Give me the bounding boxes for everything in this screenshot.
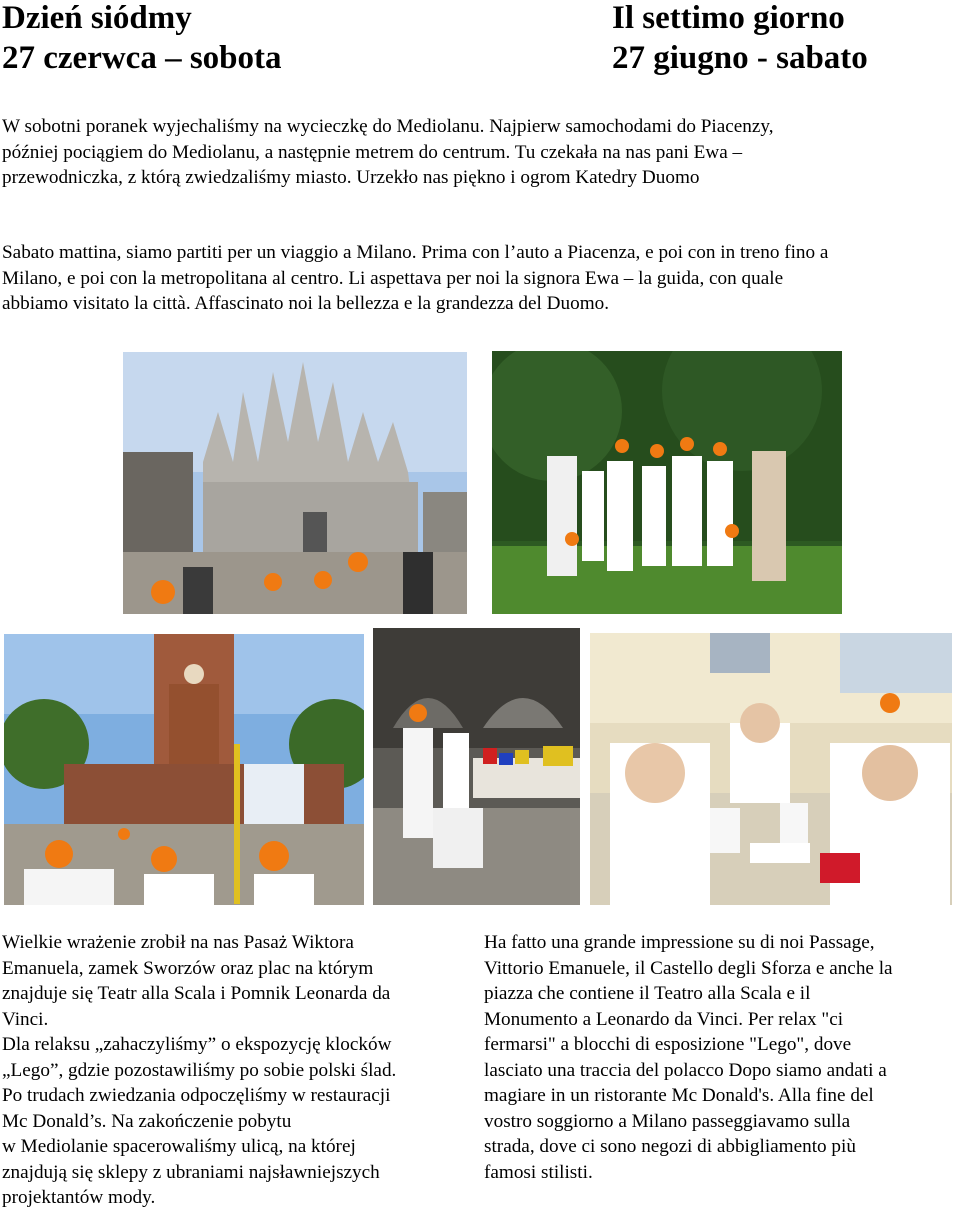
italian-date-heading: 27 giugno - sabato: [612, 40, 868, 76]
polish-day-heading: Dzień siódmy: [2, 0, 192, 36]
text-line: Dla relaksu „zahaczyliśmy” o ekspozycję klocków: [2, 1034, 392, 1055]
text-line: abbiamo visitato la città. Affascinato noi la bellezza e la grandezza del Duomo.: [2, 293, 610, 314]
text-line: W sobotni poranek wyjechaliśmy na wycieczkę do Mediolanu. Najpierw samochodami do Piacenzy,: [2, 116, 774, 137]
text-line: magiare in un ristorante Mc Donald's. Alla fine del: [484, 1085, 874, 1106]
text-line: strada, dove ci sono negozi di abbigliamento più: [484, 1136, 856, 1157]
text-line: znajduje się Teatr alla Scala i Pomnik Leonarda da: [2, 983, 391, 1004]
text-line: Vinci.: [2, 1008, 49, 1030]
mcdonalds-restaurant-photo: [590, 633, 952, 905]
text-line: fermarsi" a blocchi di esposizione "Lego", dove: [484, 1034, 852, 1055]
text-line: projektantów mody.: [2, 1187, 156, 1208]
body-italian-paragraph: [484, 930, 960, 1185]
italian-day-heading: Il settimo giorno: [612, 0, 845, 36]
text-line: „Lego”, gdzie pozostawiliśmy po sobie polski ślad.: [2, 1059, 397, 1081]
text-line: znajdują się sklepy z ubraniami najsławniejszych: [2, 1161, 380, 1183]
text-line: Milano, e poi con la metropolitana al centro. Li aspettava per noi la signora Ewa – la guida, con quale: [2, 267, 784, 289]
text-line: Emanuela, zamek Sworzów oraz plac na którym: [2, 957, 374, 979]
text-line: Mc Donald’s. Na zakończenie pobytu: [2, 1110, 292, 1132]
text-line: Wielkie wrażenie zrobił na nas Pasaż Wiktora: [2, 932, 354, 953]
sforza-castle-photo: [4, 634, 364, 905]
text-line: vostro soggiorno a Milano passeggiavamo sulla: [484, 1110, 851, 1132]
text-line: piazza che contiene il Teatro alla Scala e il: [484, 983, 811, 1004]
text-line: famosi stilisti.: [484, 1161, 593, 1183]
text-line: Po trudach zwiedzania odpoczęliśmy w restauracji: [2, 1085, 391, 1106]
polish-date-heading: 27 czerwca – sobota: [2, 40, 282, 76]
text-line: później pociągiem do Mediolanu, a następnie metrem do centrum. Tu czekała na nas pani Ewa –: [2, 141, 743, 163]
text-line: w Mediolanie spacerowaliśmy ulicą, na której: [2, 1136, 356, 1157]
text-line: Sabato mattina, siamo partiti per un viaggio a Milano. Prima con l’auto a Piacenza, e poi con in treno fino a: [2, 242, 829, 263]
group-on-grass-photo: [492, 351, 842, 614]
intro-italian-paragraph: [2, 240, 828, 317]
text-line: Ha fatto una grande impressione su di noi Passage,: [484, 932, 875, 953]
text-line: lasciato una traccia del polacco Dopo siamo andati a: [484, 1059, 887, 1081]
intro-polish-paragraph: [2, 114, 774, 191]
text-line: przewodniczka, z którą zwiedzaliśmy miasto. Urzekło nas piękno i ogrom Katedry Duomo: [2, 167, 700, 188]
lego-exhibition-photo: [373, 628, 580, 905]
duomo-cathedral-photo: [123, 352, 467, 614]
text-line: Vittorio Emanuele, il Castello degli Sforza e anche la: [484, 957, 893, 979]
text-line: Monumento a Leonardo da Vinci. Per relax "ci: [484, 1008, 844, 1030]
body-polish-paragraph: [2, 930, 472, 1211]
